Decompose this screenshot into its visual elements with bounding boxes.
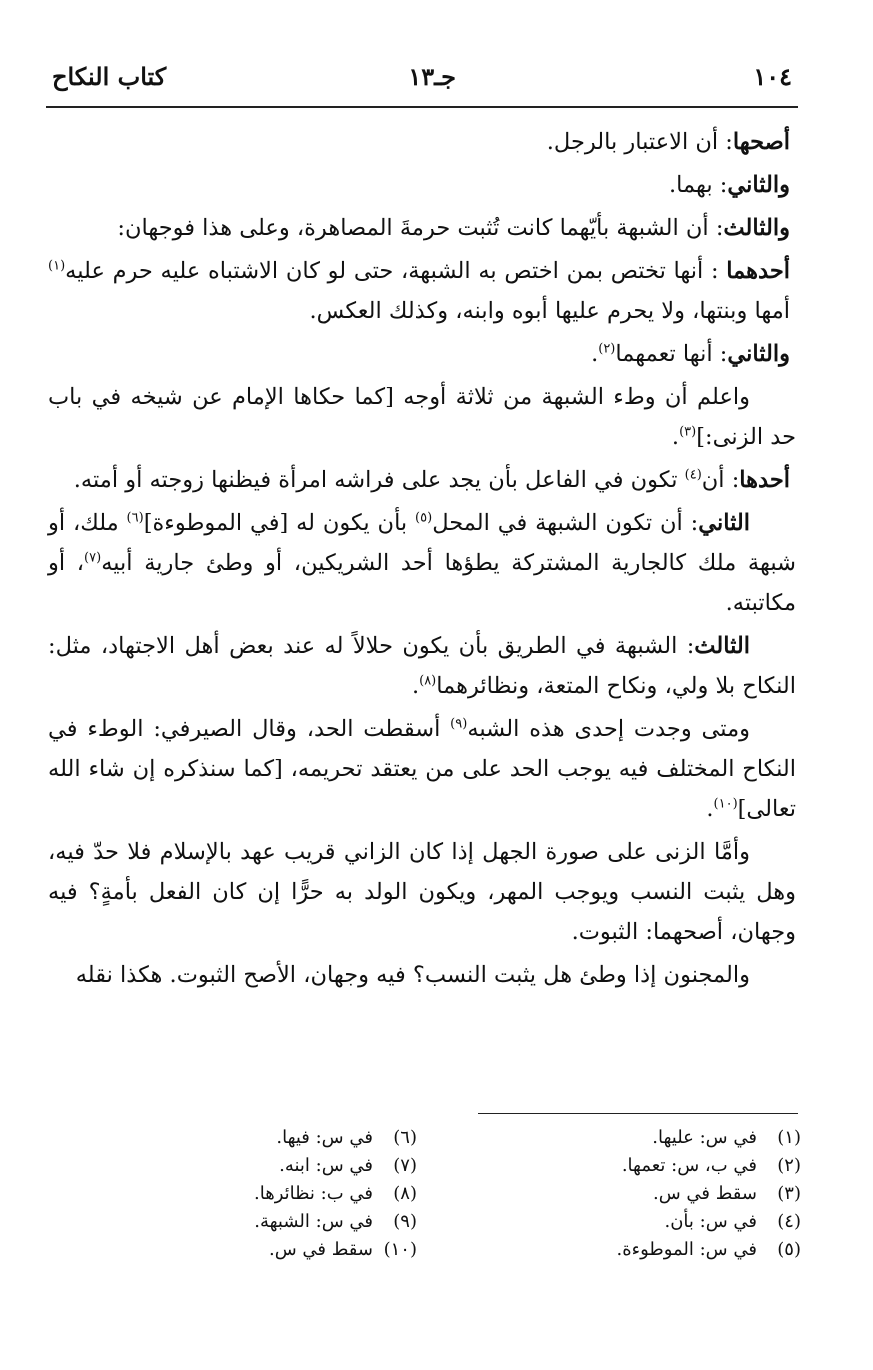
paragraph-text: : أن الاعتبار بالرجل. (546, 129, 733, 155)
footnote-number: (٩) (393, 1211, 417, 1232)
footnote-text: في س: بأن. (664, 1211, 757, 1232)
footnotes-column-left (137, 1124, 417, 1264)
paragraph-text: ملك، أو شبهة ملك كالجارية المشتركة يطؤها أحد الشريكين، أو وطئ جارية أبيه (48, 510, 796, 576)
paragraph-text: . (411, 673, 420, 699)
footnote (137, 1152, 417, 1180)
footnote (137, 1124, 417, 1152)
footnote (521, 1152, 801, 1180)
footnote-number: (٤) (777, 1211, 801, 1232)
footnote-ref-4[interactable]: (٤) (684, 467, 702, 483)
paragraph-text: : أنها تعمهما (615, 341, 728, 367)
paragraph-text: واعلم أن وطء الشبهة من ثلاثة أوجه [كما حكاها الإمام عن شيخه في باب حد الزنى:] (48, 384, 796, 450)
paragraph-text: : أن الشبهة بأيّهما كانت تُثبت حرمةَ المصاهرة، وعلى هذا فوجهان: (117, 215, 724, 241)
footnote-ref-1[interactable]: (١) (48, 258, 66, 274)
footnote-ref-3[interactable]: (٣) (679, 424, 697, 440)
paragraph-label: أحدهما (726, 258, 790, 284)
paragraph-text: : أن تكون الشبهة في المحل (432, 510, 699, 536)
paragraph (48, 377, 796, 457)
footnote (521, 1124, 801, 1152)
footnote-ref-5[interactable]: (٥) (415, 510, 433, 526)
paragraph-text: بأن يكون له [في الموطوءة] (143, 510, 416, 536)
footnote (137, 1208, 417, 1236)
paragraph-text: . (591, 341, 599, 367)
footnote-text: في س: عليها. (652, 1127, 757, 1148)
footnote-ref-10[interactable]: (١٠) (713, 796, 738, 812)
paragraph (48, 334, 796, 374)
footnote-text: في س: ابنه. (279, 1155, 373, 1176)
paragraph-label: أحدها (739, 467, 790, 493)
paragraph (48, 503, 796, 623)
paragraph-text: ومتى وجدت إحدى هذه الشبه (467, 716, 750, 742)
paragraph-text: . (671, 424, 680, 450)
paragraph-text: : أنها تختص بمن اختص به الشبهة، حتى لو كان الاشتباه عليه حرم عليه (65, 258, 727, 284)
paragraph-label: والثاني (727, 172, 790, 198)
paragraph-text: : بهما. (668, 172, 728, 198)
volume-number: جـ١٣ (408, 62, 456, 91)
footnote (521, 1208, 801, 1236)
footnote-number: (١٠) (383, 1239, 417, 1260)
footnote (137, 1236, 417, 1264)
paragraph-text: أسقطت الحد، وقال الصيرفي: الوطء في النكاح المختلف فيه يوجب الحد على من يعتقد تحريمه، [كما سنذكره إن شاء الله تعالى] (48, 716, 796, 822)
paragraph (48, 460, 796, 500)
paragraph-label: الثالث (694, 633, 750, 659)
footnote-number: (١) (777, 1127, 801, 1148)
page-number: ١٠٤ (753, 62, 792, 91)
main-text (48, 122, 796, 998)
footnote-text: في س: الموطوءة. (616, 1239, 757, 1260)
footnote-number: (٥) (777, 1239, 801, 1260)
paragraph-label: الثاني (698, 510, 750, 536)
paragraph-text: وأمَّا الزنى على صورة الجهل إذا كان الزاني قريب عهد بالإسلام فلا حدّ فيه، وهل يثبت النسب ويوجب المهر، ويكون الولد به حرًّا إن كان الفعل بأمةٍ؟ فيه وجهان، أصحهما: الثبوت. (48, 839, 796, 945)
running-header (46, 58, 798, 102)
paragraph-text: . (706, 796, 714, 822)
footnote-ref-7[interactable]: (٧) (84, 550, 102, 566)
paragraph-text: تكون في الفاعل بأن يجد على فراشه امرأة فيظنها زوجته أو أمته. (73, 467, 685, 493)
footnote (521, 1180, 801, 1208)
footnote-number: (٨) (393, 1183, 417, 1204)
paragraph (48, 832, 796, 952)
footnote-text: في ب: نظائرها. (254, 1183, 373, 1204)
book-title: كتاب النكاح (52, 62, 167, 91)
footnote-ref-2[interactable]: (٢) (598, 341, 616, 357)
footnote-number: (٦) (393, 1127, 417, 1148)
paragraph (48, 251, 796, 331)
footnote (137, 1180, 417, 1208)
paragraph-text: ، أو مكاتبته. (48, 550, 796, 616)
paragraph (48, 709, 796, 829)
paragraph-text: : أن (701, 467, 740, 493)
footnote-text: سقط في س. (652, 1183, 757, 1204)
paragraph-label: والثالث (723, 215, 790, 241)
paragraph (48, 208, 796, 248)
footnote-ref-6[interactable]: (٦) (126, 510, 144, 526)
footnotes-column-right (521, 1124, 801, 1264)
footnote-ref-8[interactable]: (٨) (419, 673, 437, 689)
paragraph (48, 165, 796, 205)
paragraph-text: والمجنون إذا وطئ هل يثبت النسب؟ فيه وجهان، الأصح الثبوت. هكذا نقله (75, 962, 750, 988)
footnote-text: في ب، س: تعمها. (621, 1155, 757, 1176)
paragraph-text: : الشبهة في الطريق بأن يكون حلالاً له عند بعض أهل الاجتهاد، مثل: النكاح بلا ولي، ونكاح المتعة، ونظائرهما (48, 633, 796, 699)
paragraph-label: والثاني (727, 341, 790, 367)
footnote-number: (٣) (777, 1183, 801, 1204)
footnote-text: سقط في س. (268, 1239, 373, 1260)
footnote-number: (٢) (777, 1155, 801, 1176)
paragraph (48, 626, 796, 706)
paragraph (48, 122, 796, 162)
footnote-text: في س: فيها. (276, 1127, 373, 1148)
footnote-number: (٧) (393, 1155, 417, 1176)
paragraph (48, 955, 796, 995)
footnote-text: في س: الشبهة. (254, 1211, 373, 1232)
paragraph-label: أصحها (732, 129, 790, 155)
paragraph-text: أمها وبنتها، ولا يحرم عليها أبوه وابنه، وكذلك العكس. (309, 298, 790, 324)
footnote-rule (478, 1113, 798, 1114)
footnote (521, 1236, 801, 1264)
header-rule (46, 106, 798, 108)
footnote-ref-9[interactable]: (٩) (450, 716, 468, 732)
